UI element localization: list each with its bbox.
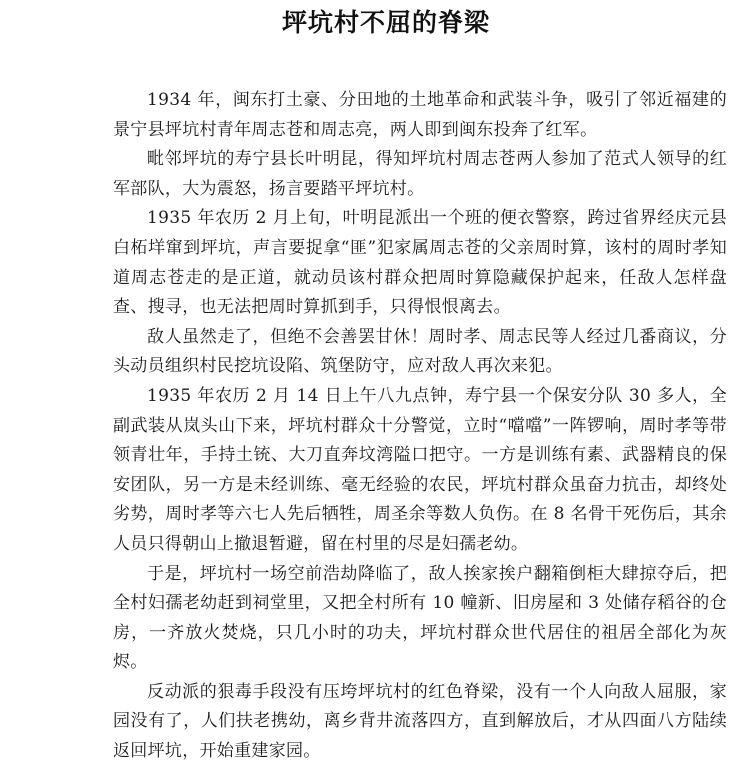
article-title: 坪坑村不屈的脊梁 [281,8,490,37]
paragraph: 毗邻坪坑的寿宁县长叶明昆，得知坪坑村周志苍两人参加了范式人领导的红军部队，大为震怒，扬言要踏平坪坑村。 [113,149,727,199]
paragraph: 敌人虽然走了，但绝不会善罢甘休！周时孝、周志民等人经过几番商议，分头动员组织村民挖坑设陷、筑堡防守，应对敌人再次来犯。 [113,326,727,377]
paragraph: 1935 年农历 2 月 14 日上午八九点钟，寿宁县一个保安分队 30 多人，全副武装从岚头山下来，坪坑村群众十分警觉，立时“噹噹”一阵锣响，周时孝等带领青壮年，手持土铳、大刀直奔坟湾隘口把守。一方是训练有素、武器精良的保安团队，另一方是未经训练、毫无经验的农民，坪坑村群众虽奋力抗击，却终处劣势，周时孝等六七人先后牺牲，周圣余等数人负伤。在 8 名骨干死伤后，其余人员只得朝山上撤退暂避，留在村里的尽是妇孺老幼。 [113,385,727,554]
paragraph: 1935 年农历 2 月上旬，叶明昆派出一个班的便衣警察，跨过省界经庆元县白柘垟窜到坪坑，声言要捉拿“匪”犯家属周志苍的父亲周时算，该村的周时孝知道周志苍走的是正道，就动员该村群众把周时算隐藏保护起来，任敌人怎样盘查、搜寻，也无法把周时算抓到手，只得恨恨离去。 [113,208,727,318]
paragraph: 1934 年，闽东打土豪、分田地的土地革命和武装斗争，吸引了邻近福建的景宁县坪坑村青年周志苍和周志亮，两人即到闽东投奔了红军。 [113,90,727,140]
article-body [113,86,727,767]
paragraph: 反动派的狠毒手段没有压垮坪坑村的红色脊梁，没有一个人向敌人屈服，家园没有了，人们扶老携幼，离乡背井流落四方，直到解放后，才从四面八方陆续返回坪坑，开始重建家园。 [113,681,727,762]
paragraph: 于是，坪坑村一场空前浩劫降临了，敌人挨家挨户翻箱倒柜大肆掠夺后，把全村妇孺老幼赶到祠堂里，又把全村所有 10 幢新、旧房屋和 3 处储存稻谷的仓房，一齐放火焚烧，只几小时的功夫，坪坑村群众世代居住的祖居全部化为灰烬。 [113,563,727,673]
